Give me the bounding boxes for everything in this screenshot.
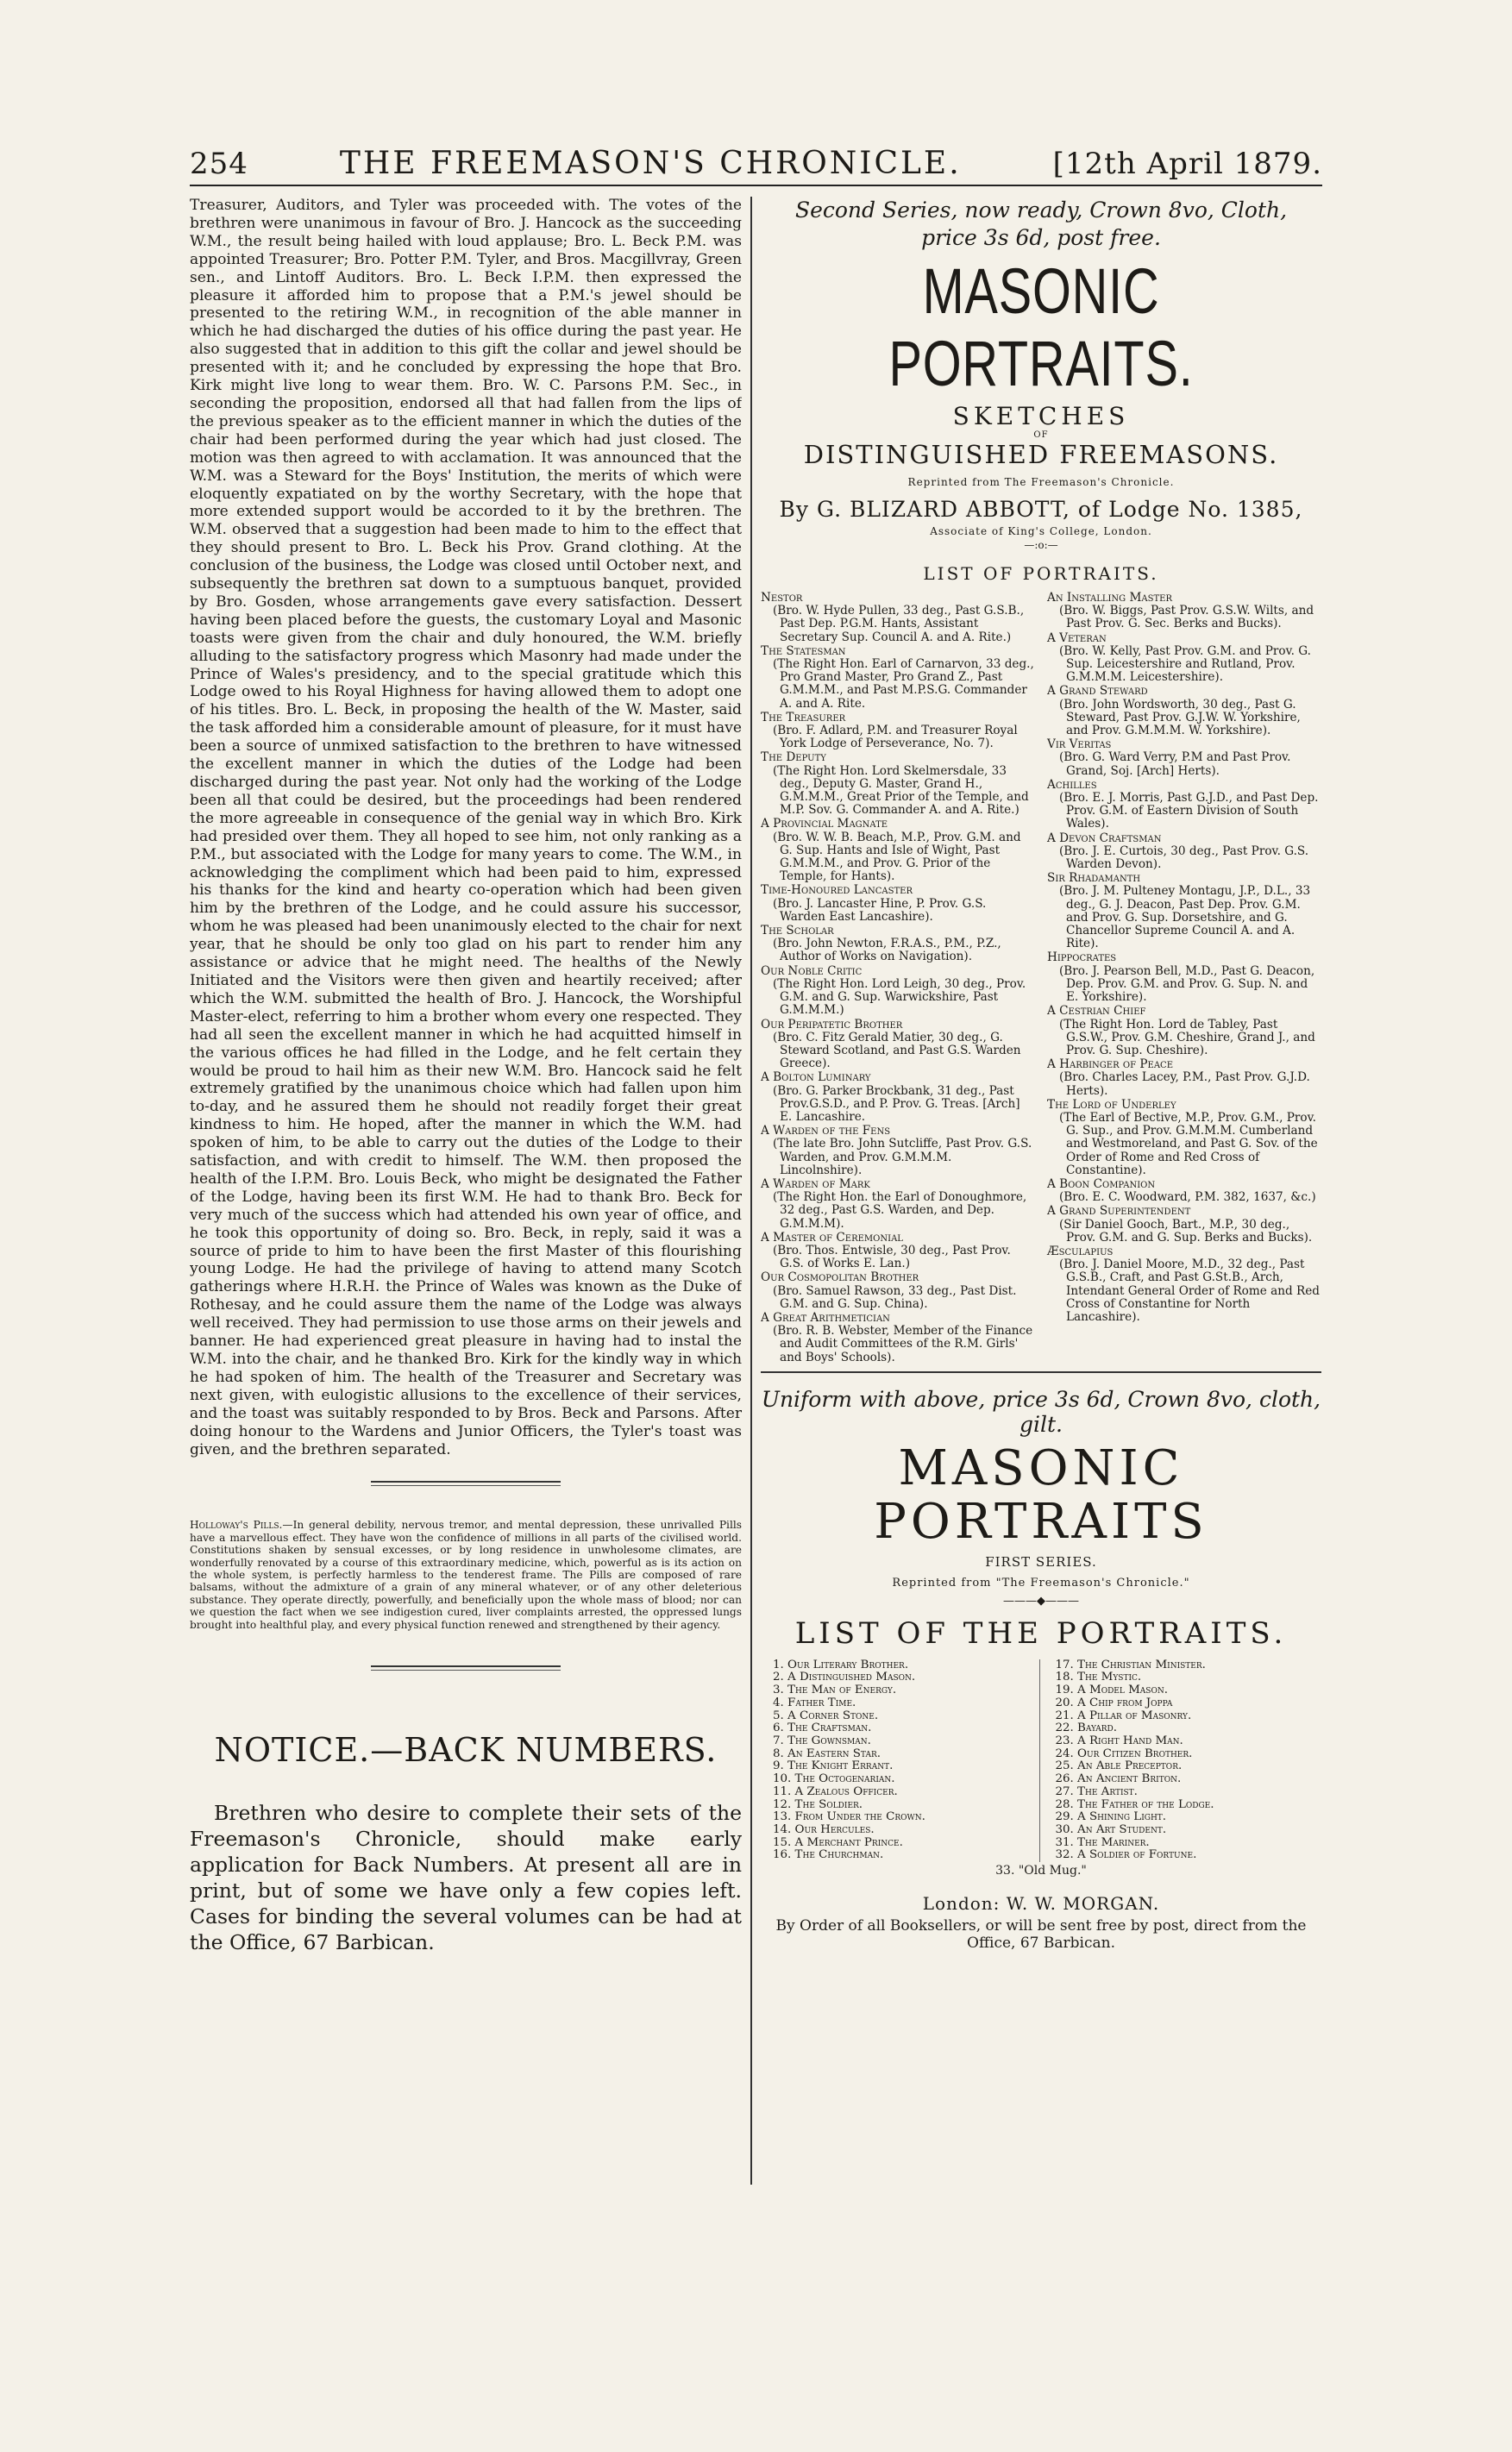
- portrait-detail: (Bro. E. J. Morris, Past G.J.D., and Past Dep. Prov. G.M. of Eastern Division of South Wales).: [1059, 791, 1319, 831]
- portrait-detail: (The Right Hon. Lord Leigh, 30 deg., Prov. G.M. and G. Sup. Warwickshire, Past G.M.M.M.): [773, 976, 1026, 1018]
- list-item: 7. The Gownsman.: [773, 1734, 871, 1747]
- divider-rule: [371, 1665, 561, 1667]
- list-item: 21. A Pillar of Masonry.: [1055, 1709, 1192, 1722]
- portrait-detail: (Bro. Thos. Entwisle, 30 deg., Past Prov. G.S. of Works E. Lan.): [773, 1243, 1011, 1271]
- header-rule: [190, 185, 1322, 186]
- portrait-detail: (Bro. Charles Lacey, P.M., Past Prov. G.J.D. Herts).: [1059, 1070, 1310, 1098]
- list-item: 8. An Eastern Star.: [773, 1747, 881, 1760]
- portrait-entry: [1047, 1205, 1321, 1245]
- list-item: 11. A Zealous Officer.: [773, 1784, 898, 1798]
- list-item: 12. The Soldier.: [773, 1797, 863, 1811]
- portrait-detail: (Bro. W. W. B. Beach, M.P., Prov. G.M. and G. Sup. Hants and Isle of Wight, Past G.M.M.M., and Prov. G. Prior of the Temple, for Hants).: [773, 830, 1021, 884]
- portrait-entry: [761, 645, 1035, 711]
- ad2-list-col2: [1039, 1659, 1322, 1862]
- portrait-detail: (Bro. G. Ward Verry, P.M and Past Prov. Grand, Soj. [Arch] Herts).: [1059, 750, 1291, 778]
- portrait-entry: [761, 592, 1035, 644]
- list-item: 10. The Octogenarian.: [773, 1772, 895, 1786]
- portrait-name: A Boon Companion: [1047, 1176, 1156, 1191]
- portrait-name: A Cestrian Chief: [1047, 1004, 1146, 1019]
- portrait-detail: (Bro. F. Adlard, P.M. and Treasurer Royal York Lodge of Perseverance, No. 7).: [773, 724, 1018, 751]
- portrait-detail: (Bro. W. Kelly, Past Prov. G.M. and Prov. G. Sup. Leicestershire and Rutland, Prov. G.M.M.M. Leicestershire).: [1059, 643, 1311, 685]
- portrait-name: A Grand Superintendent: [1047, 1204, 1191, 1219]
- portrait-name: A Master of Ceremonial: [761, 1230, 903, 1245]
- portrait-name: A Harbinger of Peace: [1047, 1057, 1174, 1072]
- ad-bottom-rule: [761, 1371, 1321, 1373]
- list-item: 15. A Merchant Prince.: [773, 1835, 903, 1849]
- portrait-entry: [1047, 738, 1321, 778]
- ad-title: MASONIC PORTRAITS.: [888, 255, 1194, 399]
- advert-lead: Holloway's Pills.: [190, 1519, 283, 1532]
- portrait-detail: (The Right Hon. the Earl of Donoughmore, 32 deg., Past G.S. Warden, and Dep. G.M.M.M).: [773, 1190, 1027, 1231]
- portrait-name: Nestor: [761, 591, 803, 605]
- ad2-list-col1: [761, 1659, 1039, 1862]
- list-item: 4. Father Time.: [773, 1696, 856, 1709]
- portrait-detail: (The Right Hon. Lord de Tabley, Past G.S.W., Prov. G.M. Cheshire, Grand J., and Prov. G. Sup. Cheshire).: [1059, 1017, 1315, 1057]
- portrait-entry: [761, 818, 1035, 883]
- ad2-portraits-list: [761, 1659, 1321, 1862]
- issue-date: [12th April 1879.: [1052, 147, 1322, 181]
- list-item: 2. A Distinguished Mason.: [773, 1671, 916, 1684]
- portrait-entry: [761, 884, 1035, 924]
- portrait-name: Our Cosmopolitan Brother: [761, 1270, 919, 1285]
- list-item: 14. Our Hercules.: [773, 1822, 875, 1836]
- portrait-detail: (Bro. W. Biggs, Past Prov. G.S.W. Wilts, and Past Prov. G. Sec. Berks and Bucks).: [1059, 604, 1314, 631]
- portrait-entry: [1047, 685, 1321, 737]
- portrait-name: A Veteran: [1047, 630, 1107, 645]
- portraits-list-heading: LIST OF PORTRAITS.: [923, 563, 1159, 584]
- portrait-name: An Installing Master: [1047, 591, 1172, 605]
- portrait-name: The Statesman: [761, 643, 846, 658]
- portrait-detail: (Bro. G. Parker Brockbank, 31 deg., Past Prov.G.S.D., and P. Prov. G. Treas. [Arch] E. Lancashire.: [773, 1083, 1020, 1124]
- portrait-entry: [1047, 1178, 1321, 1204]
- portrait-entry: [761, 1071, 1035, 1124]
- portrait-detail: (Bro. J. E. Curtois, 30 deg., Past Prov. G.S. Warden Devon).: [1059, 843, 1309, 872]
- portrait-entry: [761, 1271, 1035, 1311]
- list-item: 16. The Churchman.: [773, 1848, 884, 1862]
- portrait-entry: [1047, 592, 1321, 631]
- notice-title: NOTICE.—BACK NUMBERS.: [214, 1731, 718, 1770]
- advert-text: —In general debility, nervous tremor, and mental depression, these unrivalled Pills have a marvellous effect. They have won the confidence of millions in all parts of the civilised world. Constitutions shaken by sensual excesses, or by long residence in unwholesome climates, are wonderfully renovated by a course of this extraordinary medicine, which, powerful as is its action on the whole system, is perfectly harmless to the tenderest frame. The Pills are composed of rare balsams, without the admixture of a grain of any mineral whatever, or of any other deleterious substance. They operate directly, powerfully, and beneficially upon the whole mass of blood; nor can we question the fact when we see indigestion cured, liver complaints arrested, the oppressed lungs brought into healthful play, and every physical function renewed and strengthened by their agency.: [190, 1519, 742, 1631]
- ad-reprinted: Reprinted from The Freemason's Chronicle.: [907, 476, 1175, 488]
- order-line: By Order of all Booksellers, or will be sent free by post, direct from the Office, 67 Barbican.: [775, 1917, 1307, 1953]
- right-column: [761, 197, 1321, 2185]
- portrait-name: A Grand Steward: [1047, 684, 1148, 699]
- portraits-list-col1: [761, 591, 1035, 1364]
- portrait-entry: [1047, 872, 1321, 950]
- portrait-name: Achilles: [1047, 777, 1097, 792]
- portrait-entry: [1047, 1058, 1321, 1098]
- portraits-list: [761, 591, 1321, 1364]
- portrait-entry: [761, 1232, 1035, 1271]
- portrait-entry: [761, 1019, 1035, 1071]
- portrait-name: The Scholar: [761, 924, 834, 938]
- portrait-detail: (Bro. J. Lancaster Hine, P. Prov. G.S. Warden East Lancashire).: [773, 896, 987, 924]
- lodge-report: [190, 197, 742, 1458]
- list-item: 32. A Soldier of Fortune.: [1055, 1848, 1197, 1862]
- page-header: [190, 129, 1322, 181]
- list-item: 3. The Man of Energy.: [773, 1684, 897, 1697]
- list-item: 29. A Shining Light.: [1055, 1810, 1167, 1824]
- masonic-portraits-ad-second-series: [761, 197, 1321, 1373]
- portrait-detail: (Bro. R. B. Webster, Member of the Finance and Audit Committees of the R.M. Girls' and Boys' Schools).: [773, 1324, 1033, 1364]
- list-item: 13. From Under the Crown.: [773, 1810, 925, 1824]
- list-item: 9. The Knight Errant.: [773, 1759, 894, 1773]
- list-item: 30. An Art Student.: [1055, 1822, 1167, 1836]
- portrait-name: Æsculapius: [1047, 1244, 1114, 1258]
- portrait-detail: (The Right Hon. Earl of Carnarvon, 33 deg., Pro Grand Master, Pro Grand Z., Past G.M.M.M., and Past M.P.S.G. Commander A. and A. Rite.: [773, 657, 1034, 711]
- publisher-line: London: W. W. MORGAN.: [922, 1893, 1160, 1915]
- ad2-title: MASONIC PORTRAITS: [874, 1439, 1208, 1550]
- list-item: 5. A Corner Stone.: [773, 1709, 879, 1722]
- list-item: 17. The Christian Minister.: [1055, 1658, 1206, 1671]
- divider-rule: [371, 1481, 561, 1483]
- portrait-detail: (Bro. W. Hyde Pullen, 33 deg., Past G.S.B., Past Dep. P.G.M. Hants, Assistant Secretary Sup. Council A. and A. Rite.): [773, 604, 1025, 644]
- portrait-entry: [761, 965, 1035, 1018]
- ad-subtitle: SKETCHES: [952, 402, 1130, 430]
- notice-text: Brethren who desire to complete their sets of the Freemason's Chronicle, should make early application for Back Numbers. At present all are in print, but of some we have only a few copies left. Cases for binding the several volumes can be had at the Office, 67 Barbican.: [190, 1801, 742, 1955]
- portrait-name: A Provincial Magnate: [761, 817, 888, 831]
- portrait-detail: (Bro. C. Fitz Gerald Matier, 30 deg., G. Steward Scotland, and Past G.S. Warden Greece).: [773, 1030, 1021, 1071]
- portrait-entry: [761, 1125, 1035, 1177]
- divider-rule-thin: [371, 1485, 561, 1486]
- portrait-entry: [1047, 1099, 1321, 1177]
- portrait-name: Our Peripatetic Brother: [761, 1017, 903, 1032]
- portrait-detail: (Bro. J. M. Pulteney Montagu, J.P., D.L., 33 deg., G. J. Deacon, Past Dep. Prov. G.M. and Prov. G. Sup. Dorsetshire, and G. Chancellor Supreme Council A. and A. Rite).: [1059, 884, 1311, 951]
- portrait-entry: [1047, 951, 1321, 1004]
- list-item: 23. A Right Hand Man.: [1055, 1734, 1183, 1747]
- ornament: —:o:—: [1024, 539, 1058, 551]
- ornament: ———◆———: [1003, 1594, 1079, 1608]
- ad-edition-line: Second Series, now ready, Crown 8vo, Cloth,: [794, 198, 1288, 223]
- portrait-entry: [761, 712, 1035, 751]
- portrait-entry: [761, 1312, 1035, 1364]
- portrait-name: A Warden of the Fens: [761, 1124, 891, 1138]
- notice-rules: [190, 1665, 742, 1671]
- portrait-entry: [761, 751, 1035, 817]
- portrait-name: Vir Veritas: [1047, 737, 1112, 752]
- portrait-name: The Lord of Underley: [1047, 1097, 1176, 1112]
- portrait-detail: (Bro. J. Pearson Bell, M.D., Past G. Deacon, Dep. Prov. G.M. and Prov. G. Sup. N. and E. Yorkshire).: [1059, 963, 1315, 1005]
- portrait-entry: [761, 925, 1035, 964]
- portrait-entry: [1047, 1005, 1321, 1057]
- left-column: [190, 197, 742, 2185]
- portraits-list-col2: [1035, 591, 1321, 1364]
- portrait-detail: (Bro. J. Daniel Moore, M.D., 32 deg., Past G.S.B., Craft, and Past G.St.B., Arch, Intendant General Order of Rome and Red Cross of Constantine for North Lancashire).: [1059, 1257, 1320, 1324]
- portrait-detail: (The Right Hon. Lord Skelmersdale, 33 deg., Deputy G. Master, Grand H., G.M.M.M., Great Prior of the Temple, and M.P. Sov. G. Commander A. and A. Rite.): [773, 763, 1029, 818]
- list-item: 6. The Craftsman.: [773, 1721, 872, 1735]
- portrait-detail: (Bro. E. C. Woodward, P.M. 382, 1637, &c.): [1059, 1190, 1316, 1205]
- portrait-name: Sir Rhadamanth: [1047, 871, 1141, 886]
- holloway-advert: [190, 1519, 742, 1631]
- ad-author-affiliation: Associate of King's College, London.: [930, 525, 1152, 537]
- list-item: 1. Our Literary Brother.: [773, 1658, 909, 1671]
- portrait-detail: (The late Bro. John Sutcliffe, Past Prov. G.S. Warden, and Prov. G.M.M.M. Lincolnshire).: [773, 1137, 1032, 1177]
- list-item: 26. An Ancient Briton.: [1055, 1772, 1182, 1786]
- portrait-name: A Devon Craftsman: [1047, 831, 1162, 845]
- portrait-detail: (Bro. John Newton, F.R.A.S., P.M., P.Z., Author of Works on Navigation).: [773, 937, 1001, 964]
- list-item: 18. The Mystic.: [1055, 1671, 1142, 1684]
- divider-rule-thin: [371, 1670, 561, 1671]
- portrait-entry: [1047, 832, 1321, 872]
- portrait-name: A Bolton Luminary: [761, 1070, 871, 1085]
- ad-price-line: price 3s 6d, post free.: [921, 225, 1161, 250]
- portrait-name: A Great Arithmetician: [761, 1310, 890, 1325]
- list-item: 27. The Artist.: [1055, 1784, 1138, 1798]
- portrait-name: Our Noble Critic: [761, 963, 863, 978]
- ad2-edition-line: Uniform with above, price 3s 6d, Crown 8vo, cloth, gilt.: [761, 1386, 1321, 1437]
- ad2-reprinted: Reprinted from "The Freemason's Chronicle.": [892, 1576, 1190, 1590]
- ad2-last-item: 33. "Old Mug.": [995, 1864, 1087, 1878]
- portrait-name: The Treasurer: [761, 710, 846, 724]
- newspaper-title: THE FREEMASON'S CHRONICLE.: [339, 146, 962, 181]
- list-item: 25. An Able Preceptor.: [1055, 1759, 1183, 1773]
- report-paragraph: Treasurer, Auditors, and Tyler was proceeded with. The votes of the brethren were unanimous in favour of Bro. J. Hancock as the succeeding W.M., the result being hailed with loud applause; Bro. L. Beck P.M. was appointed Treasurer; Bro. Potter P.M. Tyler, and Bros. Macgillvray, Green sen., and Lintoff Auditors. Bro. L. Beck I.P.M. then expressed the pleasure it afforded him to propose that a P.M.'s jewel should be presented to the retiring W.M., in recognition of the able manner in which he had discharged the duties of his office during the past year. He also suggested that in addition to this gift the collar and jewel should be presented with it; and he concluded by expressing the hope that Bro. Kirk might live long to wear them. Bro. W. C. Parsons P.M. Sec., in seconding the proposition, endorsed all that had fallen from the lips of the previous speaker as to the efficient manner in which the duties of the chair had been performed during the year which had just closed. The motion was then agreed to with acclamation. It was announced that the W.M. was a Steward for the Boys' Institution, the merits of which were eloquently expatiated on by the worthy Secretary, with the hope that more extended support would be accorded to it by the brethren. The W.M. observed that a suggestion had been made to him to the effect that they should present to Bro. L. Beck his Prov. Grand clothing. At the conclusion of the business, the Lodge was closed until October next, and subsequently the brethren sat down to a sumptuous banquet, provided by Bro. Gosden, whose arrangements gave every satisfaction. Dessert having been placed before the guests, the customary Loyal and Masonic toasts were given from the chair and duly honoured, the W.M. briefly alluding to the satisfactory progress which Masonry had made under the Prince of Wales's presidency, and to the special gratitude which this Lodge owed to his Royal Highness for having allowed them to adopt one of his titles. Bro. L. Beck, in proposing the health of the W. Master, said the task afforded him a considerable amount of pleasure, for it must have been a source of unmixed satisfaction to the brethren to have witnessed the excellent manner in which the duties of the Lodge had been discharged during the past year. Not only had the working of the Lodge been all that could be desired, but the proceedings had been rendered the more agreeable in consequence of the genial way in which Bro. Kirk had presided over them. They all hoped to see him, not only ranking as a P.M., but associated with the Lodge for many years to come. The W.M., in acknowledging the compliment which had been paid to him, expressed his thanks for the kind and hearty co-operation which had been given him by the brethren of the Lodge, and he could assure his successor, whom he was pleased had been unanimously elected to the chair for next year, that he should be only too glad on his part to render him any assistance or advice that he might need. The healths of the Newly Initiated and the Visitors were then given and heartily received; after which the W.M. submitted the health of Bro. J. Hancock, the Worshipful Master-elect, referring to him a brother whom every one respected. They had all seen the excellent manner in which he had acquitted himself in the various offices he had filled in the Lodge, and he felt certain they would be proud to hail him as their new W.M. Bro. Hancock said he felt extremely gratified by the unanimous choice which had fallen upon him to-day, and he assured them he should not readily forget their great kindness to him. He hoped, after the manner in which the W.M. had spoken of him, to be able to carry out the duties of the Lodge to their satisfaction, and with credit to himself. The W.M. then proposed the health of the I.P.M. Bro. Louis Beck, who might be designated the Father of the Lodge, having been its first W.M. He had to thank Bro. Beck for very much of the success which had attended his own year of office, and he took this opportunity of doing so. Bro. Beck, in reply, said it was a source of pride to him to have been the first Master of this flourishing young Lodge. He had the privilege of having to attend many Scotch gatherings where H.R.H. the Prince of Wales was known as the Duke of Rothesay, and he could assure them the name of the Lodge was always well received. They had permission to use those arms on their jewels and banner. He had experienced great pleasure in having had to instal the W.M. into the chair, and he thanked Bro. Kirk for the kindly way in which he had spoken of him. The health of the Treasurer and Secretary was next given, with eulogistic allusions to the excellence of their services, and the toast was suitably responded to by Bros. Beck and Parsons. After doing honour to the Wardens and Junior Officers, the Tyler's toast was given, and the brethren separated.: [190, 197, 742, 1458]
- portrait-entry: [761, 1178, 1035, 1231]
- ad2-list-heading: LIST OF THE PORTRAITS.: [794, 1615, 1288, 1651]
- portrait-detail: (Bro. John Wordsworth, 30 deg., Past G. Steward, Past Prov. G.J.W. W. Yorkshire, and Prov. G.M.M.M. W. Yorkshire).: [1059, 697, 1301, 738]
- portrait-name: A Warden of Mark: [761, 1176, 870, 1191]
- portrait-detail: (Bro. Samuel Rawson, 33 deg., Past Dist. G.M. and G. Sup. China).: [773, 1283, 1017, 1311]
- portrait-entry: [1047, 779, 1321, 831]
- portrait-detail: (The Earl of Bective, M.P., Prov. G.M., Prov. G. Sup., and Prov. G.M.M.M. Cumberland and Westmoreland, and Past G. Sov. of the Order of Rome and Red Cross of Constantine).: [1059, 1110, 1318, 1177]
- ad-subject: DISTINGUISHED FREEMASONS.: [803, 440, 1279, 469]
- list-item: 19. A Model Mason.: [1055, 1684, 1168, 1697]
- ad-of: OF: [1033, 430, 1049, 440]
- list-item: 28. The Father of the Lodge.: [1055, 1797, 1214, 1811]
- portrait-name: The Deputy: [761, 750, 826, 765]
- portrait-entry: [1047, 1245, 1321, 1324]
- column-divider: [750, 197, 752, 2185]
- ad-author: By G. BLIZARD ABBOTT, of Lodge No. 1385,: [779, 497, 1303, 522]
- portrait-name: Hippocrates: [1047, 950, 1117, 965]
- ad2-series: FIRST SERIES.: [985, 1553, 1097, 1570]
- list-item: 31. The Mariner.: [1055, 1835, 1150, 1849]
- portrait-name: Time-Honoured Lancaster: [761, 883, 913, 898]
- portrait-detail: (Sir Daniel Gooch, Bart., M.P., 30 deg., Prov. G.M. and G. Sup. Berks and Bucks).: [1059, 1217, 1313, 1245]
- masonic-portraits-ad-first-series: [761, 1387, 1321, 1952]
- portrait-entry: [1047, 632, 1321, 685]
- page-number: 254: [190, 147, 248, 181]
- list-item: 24. Our Citizen Brother.: [1055, 1747, 1193, 1760]
- list-item: 22. Bayard.: [1055, 1721, 1118, 1735]
- list-item: 20. A Chip from Joppa: [1055, 1696, 1173, 1709]
